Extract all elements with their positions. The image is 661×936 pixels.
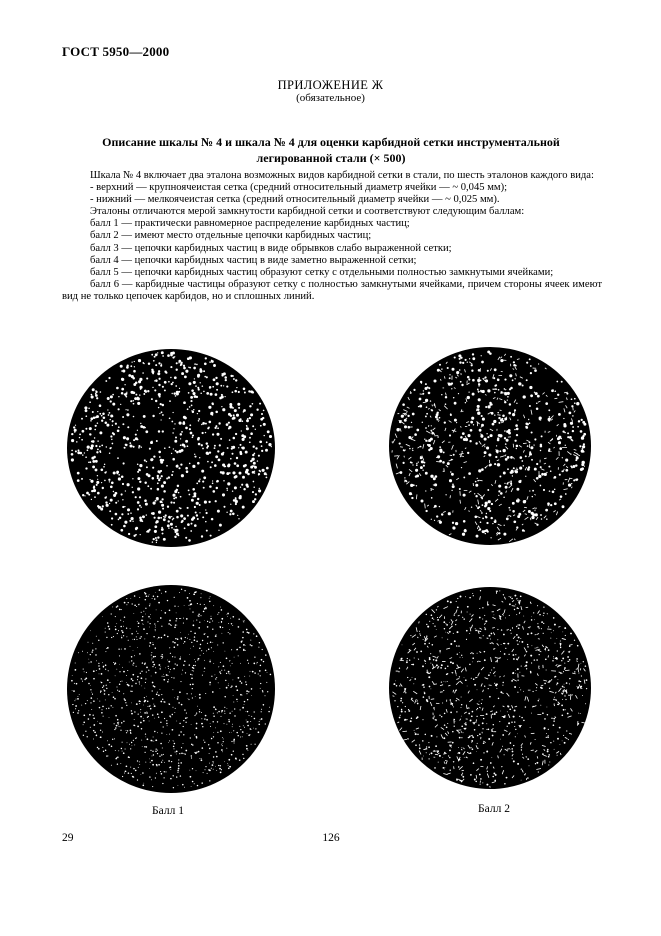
ball-5-description: балл 5 — цепочки карбидных частиц образуют сетку с отдельными полностью замкнутыми ячейками; [90, 266, 554, 278]
micrograph-bottom-right [388, 586, 592, 790]
standard-header: ГОСТ 5950—2000 [62, 44, 170, 59]
page-number-left: 29 [62, 832, 74, 844]
ball-3-description: балл 3 — цепочки карбидных частиц в виде обрывков слабо выраженной сетки; [90, 242, 452, 254]
caption-ball-1: Балл 1 [152, 805, 184, 817]
ball-4-description: балл 4 — цепочки карбидных частиц в виде заметно выраженной сетки; [90, 254, 417, 266]
intro-paragraph: Шкала № 4 включает два эталона возможных видов карбидной сетки в стали, по шесть эталонов каждого вида: [90, 170, 594, 181]
appendix-subtitle: (обязательное) [296, 92, 365, 104]
list-item-top: - верхний — крупноячеистая сетка (средний относительный диаметр ячейки — ~ 0,045 мм); [90, 182, 508, 194]
ball-6-description: балл 6 — карбидные частицы образуют сетку с полностью замкнутыми ячейками, причем стороны ячеек имеют вид не только цепочек карбидов, но и сплошных линий. [62, 278, 602, 302]
caption-ball-2: Балл 2 [478, 803, 510, 815]
page-number-center: 126 [322, 832, 340, 844]
standards-paragraph: Эталоны отличаются мерой замкнутости карбидной сетки и соответствуют следующим баллам: [90, 206, 525, 218]
appendix-title: ПРИЛОЖЕНИЕ Ж [277, 78, 384, 92]
body-text [62, 170, 602, 303]
micrograph-top-right [388, 346, 592, 546]
ball-1-description: балл 1 — практически равномерное распределение карбидных частиц; [90, 218, 410, 230]
section-heading: Описание шкалы № 4 и шкала № 4 для оценки карбидной сетки инструментальной легированной стали (× 500) [102, 135, 560, 165]
list-item-bottom: - нижний — мелкоячеистая сетка (средний относительный диаметр ячейки — ~ 0,025 мм). [90, 194, 500, 206]
micrograph-bottom-left [66, 584, 276, 794]
ball-2-description: балл 2 — имеют место отдельные цепочки карбидных частиц; [90, 230, 372, 242]
micrograph-top-left [66, 348, 276, 548]
